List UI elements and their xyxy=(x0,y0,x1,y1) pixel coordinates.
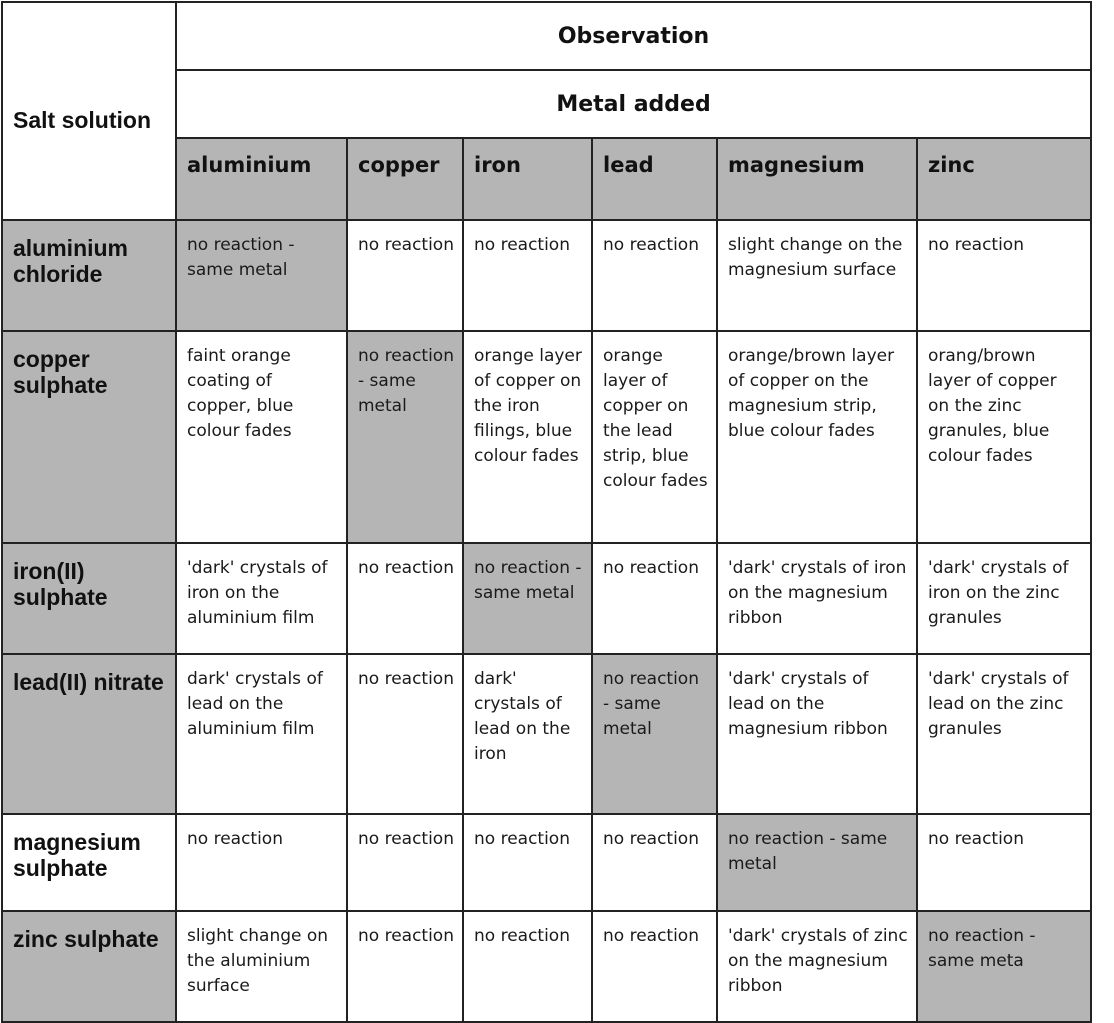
salt-name-aluminium-chloride: aluminium chloride xyxy=(2,220,176,331)
observation-cell: no reaction xyxy=(347,220,463,331)
table-row xyxy=(2,911,1091,1022)
table-row xyxy=(2,220,1091,331)
observation-cell: no reaction xyxy=(917,220,1091,331)
observation-cell: no reaction xyxy=(176,814,347,911)
observation-cell: no reaction - same metal xyxy=(463,543,592,654)
observation-cell: no reaction - same metal xyxy=(717,814,917,911)
observation-cell: no reaction xyxy=(463,814,592,911)
metal-added-header: Metal added xyxy=(176,70,1091,138)
observation-cell: no reaction - same metal xyxy=(592,654,717,814)
observation-cell: 'dark' crystals of iron on the magnesium ribbon xyxy=(717,543,917,654)
observation-cell: dark' crystals of lead on the iron xyxy=(463,654,592,814)
metal-header-magnesium: magnesium xyxy=(717,138,917,220)
observation-cell: no reaction xyxy=(463,220,592,331)
observation-cell: orang/brown layer of copper on the zinc granules, blue colour fades xyxy=(917,331,1091,543)
salt-solution-header: Salt solution xyxy=(2,2,176,220)
observation-cell: no reaction - same metal xyxy=(347,331,463,543)
observation-cell: no reaction xyxy=(592,220,717,331)
observation-cell: slight change on the magnesium surface xyxy=(717,220,917,331)
observation-header: Observation xyxy=(176,2,1091,70)
salt-name-copper-sulphate: copper sulphate xyxy=(2,331,176,543)
observation-cell: no reaction xyxy=(917,814,1091,911)
metal-header-lead: lead xyxy=(592,138,717,220)
metal-header-copper: copper xyxy=(347,138,463,220)
observation-cell: no reaction xyxy=(347,654,463,814)
observation-cell: no reaction xyxy=(592,814,717,911)
observation-cell: no reaction xyxy=(463,911,592,1022)
observation-cell: dark' crystals of lead on the aluminium film xyxy=(176,654,347,814)
observation-cell: no reaction xyxy=(592,543,717,654)
observation-cell: no reaction - same meta xyxy=(917,911,1091,1022)
observation-cell: no reaction xyxy=(592,911,717,1022)
metal-header-zinc: zinc xyxy=(917,138,1091,220)
observation-cell: no reaction - same metal xyxy=(176,220,347,331)
salt-name-iron-sulphate: iron(II) sulphate xyxy=(2,543,176,654)
observation-cell: slight change on the aluminium surface xyxy=(176,911,347,1022)
table-row xyxy=(2,543,1091,654)
observation-cell: 'dark' crystals of zinc on the magnesium ribbon xyxy=(717,911,917,1022)
salt-name-zinc-sulphate: zinc sulphate xyxy=(2,911,176,1022)
table-row xyxy=(2,654,1091,814)
observation-cell: faint orange coating of copper, blue colour fades xyxy=(176,331,347,543)
observation-cell: orange layer of copper on the iron filings, blue colour fades xyxy=(463,331,592,543)
observation-cell: 'dark' crystals of iron on the aluminium film xyxy=(176,543,347,654)
observation-cell: 'dark' crystals of iron on the zinc granules xyxy=(917,543,1091,654)
metal-header-iron: iron xyxy=(463,138,592,220)
observation-cell: orange layer of copper on the lead strip, blue colour fades xyxy=(592,331,717,543)
metal-header-aluminium: aluminium xyxy=(176,138,347,220)
salt-name-magnesium-sulphate: magnesium sulphate xyxy=(2,814,176,911)
observation-cell: no reaction xyxy=(347,543,463,654)
table-row xyxy=(2,814,1091,911)
observation-cell: no reaction xyxy=(347,814,463,911)
observation-cell: no reaction xyxy=(347,911,463,1022)
observation-cell: orange/brown layer of copper on the magnesium strip, blue colour fades xyxy=(717,331,917,543)
header-row-observation xyxy=(2,2,1091,70)
salt-name-lead-nitrate: lead(II) nitrate xyxy=(2,654,176,814)
observation-cell: 'dark' crystals of lead on the magnesium ribbon xyxy=(717,654,917,814)
observation-cell: 'dark' crystals of lead on the zinc granules xyxy=(917,654,1091,814)
table-row xyxy=(2,331,1091,543)
reaction-table xyxy=(1,1,1092,1023)
